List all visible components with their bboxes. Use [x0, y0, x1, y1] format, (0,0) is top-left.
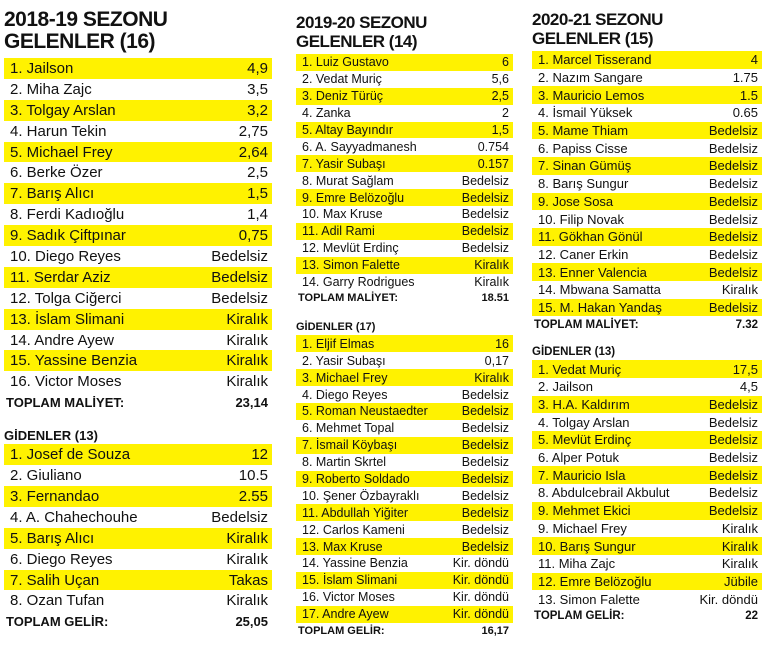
player-name: 15. İslam Slimani — [302, 573, 398, 588]
player-row — [296, 206, 513, 223]
player-name: 9. Mehmet Ekici — [538, 503, 631, 519]
player-name: 9. Sadık Çiftpınar — [10, 227, 126, 245]
player-name: 12. Mevlüt Erdinç — [302, 241, 399, 256]
player-row — [532, 466, 762, 484]
player-name: 1. Jailson — [10, 59, 74, 77]
player-row — [296, 274, 513, 291]
player-row — [296, 335, 513, 352]
player-name: 12. Carlos Kameni — [302, 522, 405, 537]
transfer-value: Bedelsiz — [708, 264, 758, 280]
player-name: 1. Eljif Elmas — [302, 336, 375, 351]
player-name: 3. Mauricio Lemos — [538, 87, 645, 103]
season-title: 2018-19 SEZONU — [4, 8, 168, 31]
player-name: 9. Roberto Soldado — [302, 472, 410, 487]
player-name: 2. Jailson — [538, 379, 593, 395]
player-row — [296, 54, 513, 71]
player-name: 11. Abdullah Yiğiter — [302, 505, 409, 520]
player-name: 10. Şener Özbayraklı — [302, 488, 420, 503]
transfer-value: Bedelsiz — [708, 158, 758, 174]
player-row — [532, 537, 762, 555]
transfer-value: 3,5 — [247, 80, 268, 98]
transfer-value: Bedelsiz — [708, 176, 758, 192]
total-income-label: TOPLAM GELİR: — [298, 624, 385, 637]
transfer-value: Bedelsiz — [461, 522, 509, 537]
player-name: 1. Vedat Muriç — [538, 361, 622, 377]
player-name: 14. Yassine Benzia — [302, 556, 408, 571]
player-row — [532, 502, 762, 520]
total-income-row — [296, 623, 513, 639]
player-row — [532, 104, 762, 122]
player-name: 2. Miha Zajc — [10, 80, 92, 98]
player-name: 2. Nazım Sangare — [538, 70, 643, 86]
total-income-label: TOPLAM GELİR: — [6, 613, 109, 629]
player-name: 17. Andre Ayew — [302, 607, 389, 622]
player-row — [532, 484, 762, 502]
player-row — [532, 51, 762, 69]
transfer-value: Bedelsiz — [211, 268, 268, 286]
player-row — [296, 420, 513, 437]
outgoing-title: GİDENLER (13) — [4, 428, 98, 444]
player-row — [532, 210, 762, 228]
transfer-value: Bedelsiz — [461, 173, 509, 188]
transfer-value: Bedelsiz — [708, 246, 758, 262]
transfer-value: Takas — [228, 571, 268, 589]
transfer-value: Kir. döndü — [452, 573, 509, 588]
player-name: 1. Marcel Tisserand — [538, 52, 652, 68]
player-name: 10. Diego Reyes — [10, 247, 121, 265]
season-2019-20-column — [296, 0, 513, 639]
transfer-value: Bedelsiz — [708, 211, 758, 227]
total-income-row — [532, 608, 762, 625]
player-name: 7. Salih Uçan — [10, 571, 100, 589]
player-name: 7. Barış Alıcı — [10, 185, 95, 203]
player-row — [532, 246, 762, 264]
player-name: 4. Diego Reyes — [302, 387, 388, 402]
player-row — [296, 454, 513, 471]
player-row — [4, 100, 272, 121]
player-name: 13. Simon Falette — [538, 591, 640, 607]
transfer-value: Kiralık — [226, 310, 268, 328]
transfer-value: Bedelsiz — [708, 467, 758, 483]
transfer-value: Kiralık — [226, 550, 268, 568]
season-2018-19-column — [4, 0, 272, 631]
player-row — [4, 79, 272, 100]
player-name: 10. Barış Sungur — [538, 538, 636, 554]
player-row — [532, 175, 762, 193]
season-title: 2020-21 SEZONU — [532, 10, 663, 29]
transfer-value: Kir. döndü — [699, 591, 758, 607]
outgoing-title: GİDENLER (17) — [296, 321, 376, 334]
player-name: 12. Caner Erkin — [538, 246, 629, 262]
player-row — [532, 263, 762, 281]
player-row — [532, 86, 762, 104]
player-name: 14. Andre Ayew — [10, 331, 114, 349]
player-name: 12. Tolga Ciğerci — [10, 289, 122, 307]
transfer-value: Kiralık — [226, 352, 268, 370]
total-cost-value: 18.51 — [481, 292, 509, 305]
total-cost-value: 7.32 — [735, 318, 758, 331]
player-name: 7. Mauricio Isla — [538, 467, 626, 483]
transfer-value: 4,5 — [739, 379, 758, 395]
player-name: 9. Jose Sosa — [538, 193, 614, 209]
player-name: 5. Mevlüt Erdinç — [538, 432, 632, 448]
player-row — [4, 465, 272, 486]
transfer-value: Kiralık — [721, 556, 758, 572]
transfer-value: Bedelsiz — [461, 241, 509, 256]
transfer-value: 1,5 — [247, 185, 268, 203]
player-name: 8. Ferdi Kadıoğlu — [10, 206, 125, 224]
player-name: 13. Enner Valencia — [538, 264, 647, 280]
player-name: 15. Yassine Benzia — [10, 352, 138, 370]
player-name: 11. Gökhan Gönül — [538, 229, 643, 245]
player-row — [4, 528, 272, 549]
player-row — [4, 121, 272, 142]
player-name: 4. İsmail Yüksek — [538, 105, 633, 121]
transfer-value: Kir. döndü — [452, 607, 509, 622]
player-row — [296, 589, 513, 606]
transfer-value: Bedelsiz — [708, 414, 758, 430]
player-row — [532, 299, 762, 317]
player-row — [532, 378, 762, 396]
player-row — [4, 549, 272, 570]
transfer-value: Bedelsiz — [211, 508, 268, 526]
player-row — [296, 105, 513, 122]
transfer-value: 6 — [502, 55, 509, 70]
player-name: 10. Max Kruse — [302, 207, 383, 222]
player-name: 13. Max Kruse — [302, 539, 383, 554]
player-row — [296, 122, 513, 139]
player-row — [296, 403, 513, 420]
player-name: 6. Papiss Cisse — [538, 140, 628, 156]
transfer-value: Kir. döndü — [452, 590, 509, 605]
total-cost-row — [4, 392, 272, 412]
player-row — [532, 281, 762, 299]
player-row — [296, 572, 513, 589]
player-row — [296, 538, 513, 555]
total-cost-value: 23,14 — [235, 394, 268, 410]
transfer-value: Bedelsiz — [708, 450, 758, 466]
player-name: 11. Adil Rami — [302, 224, 375, 239]
player-row — [4, 162, 272, 183]
player-row — [4, 330, 272, 351]
total-income-value: 16,17 — [481, 624, 509, 637]
player-row — [532, 122, 762, 140]
outgoing-list — [4, 444, 272, 611]
player-row — [296, 223, 513, 240]
transfer-value: 1.5 — [739, 87, 758, 103]
player-name: 13. İslam Slimani — [10, 310, 125, 328]
player-name: 4. Harun Tekin — [10, 122, 107, 140]
player-name: 3. Fernandao — [10, 487, 100, 505]
player-row — [4, 204, 272, 225]
transfer-value: Bedelsiz — [461, 224, 509, 239]
transfer-value: 3,2 — [247, 101, 268, 119]
player-row — [296, 189, 513, 206]
player-name: 14. Garry Rodrigues — [302, 275, 415, 290]
total-cost-label: TOPLAM MALİYET: — [298, 292, 399, 305]
transfer-value: Bedelsiz — [708, 485, 758, 501]
player-name: 16. Victor Moses — [302, 590, 395, 605]
player-row — [4, 350, 272, 371]
incoming-title: GELENLER (16) — [4, 30, 156, 53]
player-name: 2. Yasir Subaşı — [302, 353, 386, 368]
player-name: 2. Vedat Muriç — [302, 72, 382, 87]
outgoing-title: GİDENLER (13) — [532, 346, 616, 359]
transfer-value: Bedelsiz — [708, 432, 758, 448]
player-row — [296, 352, 513, 369]
transfer-value: Kiralık — [226, 331, 268, 349]
transfer-value: Bedelsiz — [461, 539, 509, 554]
transfer-value: Kiralık — [474, 258, 509, 273]
transfer-value: 16 — [495, 336, 509, 351]
total-cost-row — [532, 316, 762, 333]
transfer-value: Bedelsiz — [708, 503, 758, 519]
player-row — [4, 590, 272, 611]
player-name: 11. Serdar Aziz — [10, 268, 111, 286]
player-name: 6. Alper Potuk — [538, 450, 619, 466]
transfer-value: 12 — [251, 446, 268, 464]
player-name: 8. Martin Skrtel — [302, 455, 387, 470]
transfer-value: Bedelsiz — [461, 404, 509, 419]
transfer-value: 2,75 — [238, 122, 268, 140]
transfer-value: 0,17 — [484, 353, 509, 368]
transfer-value: Bedelsiz — [708, 123, 758, 139]
player-name: 5. Altay Bayındır — [302, 123, 394, 137]
player-row — [4, 267, 272, 288]
transfer-value: Bedelsiz — [461, 190, 509, 205]
player-row — [532, 139, 762, 157]
season-title: 2019-20 SEZONU — [296, 13, 427, 32]
player-row — [4, 225, 272, 246]
transfer-value: Kiralık — [226, 529, 268, 547]
total-cost-row — [296, 290, 513, 306]
player-name: 8. Barış Sungur — [538, 176, 629, 192]
transfer-value: Bedelsiz — [461, 472, 509, 487]
season-2020-21-column — [532, 0, 762, 625]
player-name: 7. Sinan Gümüş — [538, 158, 632, 174]
transfer-value: 4 — [750, 52, 758, 68]
player-name: 9. Michael Frey — [538, 520, 627, 536]
transfer-value: 1,5 — [491, 123, 509, 137]
player-row — [4, 183, 272, 204]
player-name: 8. Abdulcebrail Akbulut — [538, 485, 670, 501]
player-row — [296, 172, 513, 189]
player-name: 5. Michael Frey — [10, 143, 113, 161]
transfer-value: Bedelsiz — [461, 488, 509, 503]
transfer-value: Kiralık — [474, 275, 509, 290]
player-name: 6. Berke Özer — [10, 164, 103, 182]
incoming-title: GELENLER (15) — [532, 29, 654, 48]
player-name: 4. Zanka — [302, 106, 351, 121]
incoming-list — [532, 51, 762, 316]
player-name: 3. Tolgay Arslan — [10, 101, 116, 119]
player-row — [532, 157, 762, 175]
player-row — [4, 371, 272, 392]
player-row — [532, 449, 762, 467]
player-name: 12. Emre Belözoğlu — [538, 573, 652, 589]
transfer-value: Bedelsiz — [211, 247, 268, 265]
total-cost-label: TOPLAM MALİYET: — [6, 394, 125, 410]
player-name: 2. Giuliano — [10, 467, 82, 485]
transfer-value: Bedelsiz — [461, 438, 509, 453]
player-name: 6. Mehmet Topal — [302, 421, 395, 436]
player-name: 8. Ozan Tufan — [10, 592, 105, 610]
transfer-value: 1.75 — [732, 70, 758, 86]
player-row — [296, 487, 513, 504]
transfer-value: 2,5 — [247, 164, 268, 182]
incoming-list — [296, 54, 513, 290]
transfer-value: Bedelsiz — [211, 289, 268, 307]
transfer-value: Bedelsiz — [461, 505, 509, 520]
player-row — [532, 193, 762, 211]
player-name: 6. Diego Reyes — [10, 550, 113, 568]
player-row — [532, 431, 762, 449]
player-name: 16. Victor Moses — [10, 373, 122, 391]
player-row — [4, 288, 272, 309]
player-name: 6. A. Sayyadmanesh — [302, 139, 417, 154]
transfer-value: Kiralık — [226, 592, 268, 610]
player-name: 5. Barış Alıcı — [10, 529, 95, 547]
outgoing-list — [296, 335, 513, 622]
player-row — [4, 142, 272, 163]
incoming-title: GELENLER (14) — [296, 32, 418, 51]
player-row — [296, 386, 513, 403]
transfer-value: Bedelsiz — [708, 397, 758, 413]
player-row — [296, 504, 513, 521]
player-name: 3. H.A. Kaldırım — [538, 397, 630, 413]
player-row — [296, 521, 513, 538]
player-row — [296, 555, 513, 572]
transfer-value: 2 — [502, 106, 509, 121]
transfer-value: Kiralık — [474, 370, 509, 385]
transfer-value: Bedelsiz — [461, 421, 509, 436]
player-name: 5. Roman Neustaedter — [302, 404, 428, 419]
player-name: 4. A. Chahechouhe — [10, 508, 138, 526]
player-row — [296, 471, 513, 488]
player-row — [4, 444, 272, 465]
player-name: 3. Michael Frey — [302, 370, 388, 385]
player-row — [296, 437, 513, 454]
player-row — [296, 88, 513, 105]
transfer-value: Kiralık — [721, 538, 758, 554]
transfer-value: Bedelsiz — [461, 387, 509, 402]
player-row — [296, 369, 513, 386]
total-income-value: 22 — [745, 610, 758, 623]
transfer-value: Kiralık — [721, 520, 758, 536]
transfer-value: Bedelsiz — [461, 207, 509, 222]
player-row — [4, 507, 272, 528]
player-row — [532, 555, 762, 573]
player-row — [532, 69, 762, 87]
total-cost-label: TOPLAM MALİYET: — [534, 318, 639, 331]
player-name: 14. Mbwana Samatta — [538, 282, 661, 298]
player-row — [532, 360, 762, 378]
player-name: 1. Luiz Gustavo — [302, 55, 389, 70]
player-row — [4, 570, 272, 591]
transfer-value: 0.157 — [477, 156, 509, 171]
transfer-value: Bedelsiz — [708, 140, 758, 156]
player-row — [532, 396, 762, 414]
player-name: 11. Miha Zajc — [538, 556, 616, 572]
player-row — [532, 413, 762, 431]
player-name: 3. Deniz Türüç — [302, 89, 384, 104]
player-name: 7. Yasir Subaşı — [302, 156, 386, 171]
transfer-value: 10.5 — [238, 467, 268, 485]
player-name: 7. İsmail Köybaşı — [302, 438, 398, 453]
player-name: 15. M. Hakan Yandaş — [538, 299, 662, 315]
player-row — [532, 228, 762, 246]
transfer-value: Bedelsiz — [461, 455, 509, 470]
transfer-value: 2,5 — [491, 89, 509, 104]
transfer-value: Kiralık — [226, 373, 268, 391]
player-row — [296, 155, 513, 172]
player-row — [296, 71, 513, 88]
total-income-value: 25,05 — [235, 613, 268, 629]
player-row — [296, 240, 513, 257]
player-row — [532, 573, 762, 591]
player-name: 4. Tolgay Arslan — [538, 414, 630, 430]
transfer-value: 0,75 — [238, 227, 268, 245]
transfer-value: Bedelsiz — [708, 193, 758, 209]
incoming-list — [4, 58, 272, 392]
player-row — [296, 138, 513, 155]
player-row — [4, 486, 272, 507]
transfer-value: Kir. döndü — [452, 556, 509, 571]
player-row — [4, 58, 272, 79]
player-name: 8. Murat Sağlam — [302, 173, 394, 188]
transfer-value: 5,6 — [491, 72, 509, 87]
transfer-value: Kiralık — [721, 282, 758, 298]
player-name: 13. Simon Falette — [302, 258, 400, 273]
player-row — [4, 246, 272, 267]
outgoing-list — [532, 360, 762, 608]
transfer-value: 2.55 — [238, 487, 268, 505]
transfer-value: Jübile — [724, 573, 758, 589]
transfer-value: Bedelsiz — [708, 229, 758, 245]
player-row — [4, 309, 272, 330]
transfer-value: 17,5 — [732, 361, 758, 377]
player-name: 5. Mame Thiam — [538, 123, 629, 139]
player-row — [532, 590, 762, 608]
transfer-value: 1,4 — [247, 206, 268, 224]
transfer-value: 2,64 — [238, 143, 268, 161]
player-name: 10. Filip Novak — [538, 211, 624, 227]
transfer-value: 0.65 — [732, 105, 758, 121]
total-income-label: TOPLAM GELİR: — [534, 610, 625, 623]
player-row — [296, 606, 513, 623]
player-name: 1. Josef de Souza — [10, 446, 131, 464]
transfer-value: 0.754 — [477, 139, 509, 154]
total-income-row — [4, 611, 272, 631]
player-row — [532, 520, 762, 538]
transfer-value: 4,9 — [247, 59, 268, 77]
transfer-value: Bedelsiz — [708, 299, 758, 315]
player-row — [296, 257, 513, 274]
player-name: 9. Emre Belözoğlu — [302, 190, 405, 205]
